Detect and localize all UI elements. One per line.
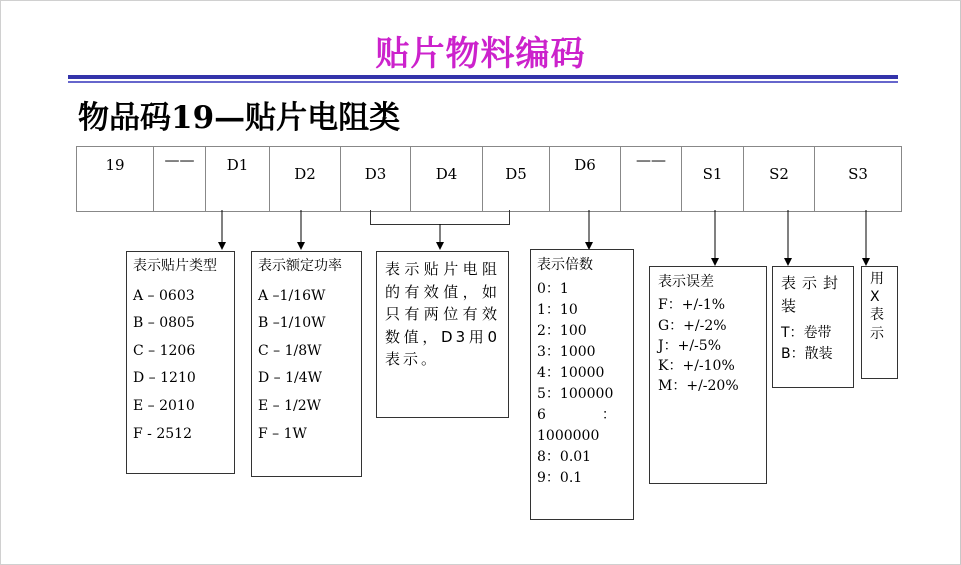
d6-multiplier-box (530, 249, 634, 520)
code-field-s2: S2 (744, 147, 815, 211)
d6-item: 1000000 (537, 428, 600, 444)
d2-item: B –1/10W (258, 315, 326, 332)
code-field-d3: D3 (341, 147, 411, 211)
code-field-dash-1: —— (154, 147, 206, 211)
code-field-s1: S1 (682, 147, 744, 211)
d1-item: D – 1210 (133, 370, 196, 387)
code-field-d4: D4 (411, 147, 483, 211)
section-subtitle: 物品码19—贴片电阻类 (78, 100, 401, 136)
s1-item: K：+/-10% (658, 358, 735, 375)
d1-item: E – 2010 (133, 397, 195, 414)
s2-item: B：散装 (781, 346, 833, 363)
page-title: 贴片物料编码 (375, 34, 586, 74)
code-field-d6: D6 (550, 147, 621, 211)
d2-power-box (251, 251, 362, 477)
code-field-s3: S3 (848, 165, 868, 183)
d1-item: C – 1206 (133, 342, 196, 359)
code-field-19: 19 (77, 147, 154, 211)
d6-item: 3：1000 (537, 344, 596, 360)
code-field-d2: D2 (270, 147, 341, 211)
d6-item: 4：10000 (537, 365, 605, 381)
s1-tolerance-box (649, 266, 767, 484)
d2-item: A –1/16W (258, 287, 326, 304)
d6-item: 2：100 (537, 323, 587, 339)
d6-item: 5：100000 (537, 386, 614, 402)
code-field-d5: D5 (483, 147, 550, 211)
d6-item: 0：1 (537, 281, 569, 297)
s1-item: G：+/-2% (658, 317, 727, 334)
s1-header: 表示误差 (658, 274, 714, 290)
d1-header: 表示贴片类型 (133, 258, 217, 274)
d1-item: B – 0805 (133, 315, 195, 332)
d6-item: 1：10 (537, 302, 578, 318)
d2-item: E – 1/2W (258, 397, 322, 414)
s1-item: F：+/-1% (658, 297, 726, 314)
s2-item: T：卷带 (781, 324, 832, 341)
d3-d5-value-box: 表示贴片电阻的有效值，如只有两位有效数值，D3用0表示。 (376, 251, 509, 418)
d1-item: F - 2512 (133, 425, 192, 442)
code-field-dash-2: —— (621, 147, 682, 211)
d6-item: 8：0.01 (537, 449, 592, 465)
d6-item: 9：0.1 (537, 470, 583, 486)
s1-item: J：+/-5% (658, 337, 721, 354)
s2-header: 表示封装 (781, 274, 845, 316)
d2-item: D – 1/4W (258, 370, 323, 387)
code-field-d1: D1 (206, 147, 270, 211)
s3-box: 用X表示 (861, 266, 898, 379)
s1-item: M：+/-20% (658, 378, 739, 395)
s2-package-box (772, 266, 854, 388)
d1-item: A – 0603 (133, 287, 195, 304)
d2-item: F – 1W (258, 425, 307, 442)
d1-type-box (126, 251, 235, 474)
d2-header: 表示额定功率 (258, 258, 342, 274)
d6-header: 表示倍数 (537, 257, 593, 273)
d6-item: 6 ： (537, 407, 616, 423)
d2-item: C – 1/8W (258, 342, 322, 359)
